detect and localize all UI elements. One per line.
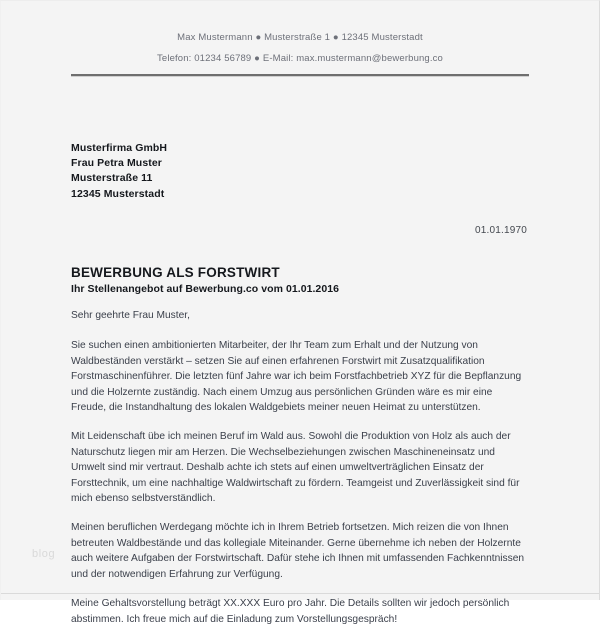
- letterhead-divider: [71, 74, 529, 77]
- footer-divider: [1, 593, 599, 594]
- body-paragraph: Meine Gehaltsvorstellung beträgt XX.XXX Euro pro Jahr. Die Details sollten wir jedoch persönlich abstimmen. Ich freue mich auf die Einladung zum Vorstellungsgespräch!: [71, 598, 510, 625]
- subject-title: BEWERBUNG ALS FORSTWIRT: [71, 265, 280, 280]
- recipient-city: 12345 Musterstadt: [71, 187, 165, 200]
- watermark-label: blog: [32, 548, 56, 560]
- letterhead-sender-address: Max Mustermann ● Musterstraße 1 ● 12345 Musterstadt: [177, 32, 423, 43]
- recipient-address-block: [71, 141, 167, 202]
- letterhead: [1, 27, 599, 69]
- subject-block: [71, 264, 339, 297]
- letter-date: 01.01.1970: [474, 225, 527, 236]
- letterhead-sender-contact: Telefon: 01234 56789 ● E-Mail: max.mustermann@bewerbung.co: [156, 53, 443, 64]
- subject-reference: Ihr Stellenangebot auf Bewerbung.co vom 01.01.2016: [71, 283, 339, 295]
- letter-body: [71, 308, 529, 641]
- body-paragraph: Sie suchen einen ambitionierten Mitarbeiter, der Ihr Team zum Erhalt und der Nutzung von Waldbeständen verstärkt – setzen Sie auf einen erfahrenen Forstwirt mit Zusatzqualifikation Forstmaschinenführer. Die letzten fünf Jahre war ich beim Forstfachbetrieb XYZ für die Bepflanzung und die Holzernte zuständig. Nach einem Umzug aus persönlichen Gründen wäre es mir eine Freude, die Instandhaltung des lokalen Waldgebiets meiner neuen Heimat zu unterstützen.: [71, 340, 522, 414]
- body-paragraph: Meinen beruflichen Werdegang möchte ich in Ihrem Betrieb fortsetzen. Mich reizen die von Ihnen betreuten Waldbestände und das kollegiale Miteinander. Gerne übernehme ich neben der Holzernte auch weitere Aufgaben der Forstwirtschaft. Dafür stehe ich Ihnen mit umfassenden Fachkenntnissen und der notwendigen Erfahrung zur Verfügung.: [71, 522, 525, 580]
- recipient-company: Musterfirma GmbH: [71, 142, 168, 154]
- recipient-person: Frau Petra Muster: [71, 157, 162, 170]
- body-paragraph: Mit Leidenschaft übe ich meinen Beruf im Wald aus. Sowohl die Produktion von Holz als auch der Naturschutz liegen mir am Herzen. Die Wechselbeziehungen zwischen Maschineneinsatz und Umwelt sind mir vertraut. Deshalb achte ich stets auf einen umweltverträglichen Einsatz der Forsttechnik, um eine nachhaltige Waldwirtschaft zu fördern. Teamgeist und Zuverlässigkeit sind für mich ebenso selbstverständlich.: [71, 431, 520, 505]
- salutation: Sehr geehrte Frau Muster,: [71, 310, 190, 321]
- recipient-street: Musterstraße 11: [71, 172, 153, 185]
